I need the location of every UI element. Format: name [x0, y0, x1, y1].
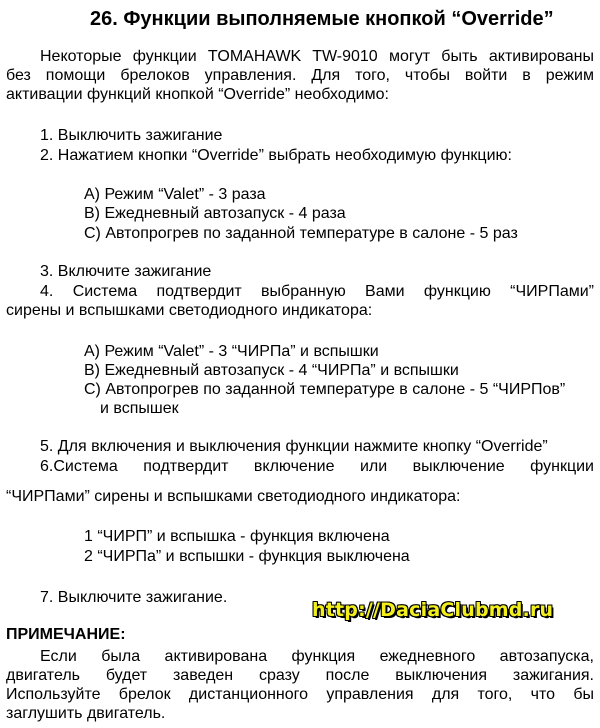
step-6-option-1: 1 “ЧИРП” и вспышка - функция включена — [84, 528, 390, 545]
step-4-option-b: B) Ежедневный автозапуск - 4 “ЧИРПа” и вспышки — [84, 362, 459, 379]
step-7: 7. Выключите зажигание. — [40, 589, 228, 606]
note-line-4: заглушить двигатель. — [6, 705, 166, 722]
step-6-option-2: 2 “ЧИРПа” и вспышки - функция выключена — [84, 548, 410, 565]
note-line-2: двигатель будет заведен сразу после выключения зажигания. — [6, 667, 594, 684]
intro-line-1: Некоторые функции TOMAHAWK TW-9010 могут быть активированы — [40, 48, 594, 65]
note-line-1: Если была активирована функция ежедневного автозапуска, — [40, 648, 594, 665]
watermark-url: http://DaciaClubmd.ru — [312, 599, 554, 621]
step-4-option-c-cont: и вспышек — [100, 400, 179, 417]
step-4-line-1: 4. Система подтвердит выбранную Вами функцию “ЧИРПами” — [40, 283, 594, 300]
step-3: 3. Включите зажигание — [40, 263, 212, 280]
step-2-option-b: B) Ежедневный автозапуск - 4 раза — [84, 205, 346, 222]
step-2-option-c: C) Автопрогрев по заданной температуре в салоне - 5 раз — [84, 225, 518, 242]
note-title: ПРИМЕЧАНИЕ: — [6, 626, 126, 643]
page-title: 26. Функции выполняемые кнопкой “Override” — [90, 8, 554, 30]
step-6-line-2: “ЧИРПами” сирены и вспышками светодиодного индикатора: — [6, 488, 461, 505]
step-1: 1. Выключить зажигание — [40, 127, 223, 144]
step-4-option-c: C) Автопрогрев по заданной температуре в салоне - 5 “ЧИРПов” — [84, 381, 566, 398]
step-4-option-a: A) Режим “Valet” - 3 “ЧИРПа” и вспышки — [84, 343, 379, 360]
step-6-line-1: 6.Система подтвердит включение или выключение функции — [40, 458, 594, 475]
intro-line-2: без помощи брелоков управления. Для того, чтобы войти в режим — [6, 67, 594, 84]
intro-line-3: активации функций кнопкой “Override” необходимо: — [6, 86, 389, 103]
step-4-line-2: сирены и вспышками светодиодного индикатора: — [6, 302, 373, 319]
note-line-3: Используйте брелок дистанционного управления для того, что бы — [6, 686, 594, 703]
step-2-option-a: A) Режим “Valet” - 3 раза — [84, 186, 266, 203]
step-2: 2. Нажатием кнопки “Override” выбрать необходимую функцию: — [40, 147, 512, 164]
step-5: 5. Для включения и выключения функции нажмите кнопку “Override” — [40, 438, 548, 455]
